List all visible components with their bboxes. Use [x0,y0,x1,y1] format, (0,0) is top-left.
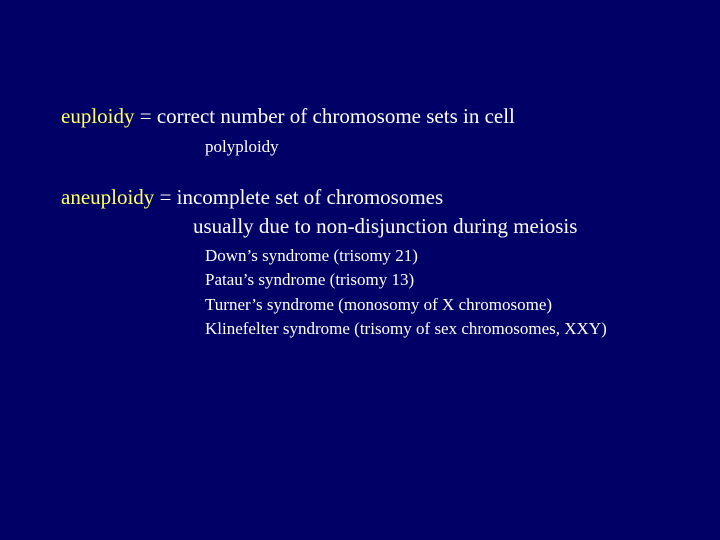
aneuploidy-definition [61,187,443,208]
aneuploidy-definition-line1: incomplete set of chromosomes [176,185,444,209]
polyploidy-subitem: polyploidy [205,137,279,156]
aneuploidy-equals: = [154,185,177,209]
aneuploidy-term: aneuploidy [61,185,155,209]
example-klinefelter-syndrome: Klinefelter syndrome (trisomy of sex chromosomes, XXY) [205,319,607,338]
example-turner-syndrome: Turner’s syndrome (monosomy of X chromosome) [205,295,553,314]
example-down-syndrome: Down’s syndrome (trisomy 21) [205,246,418,265]
example-patau-syndrome: Patau’s syndrome (trisomy 13) [205,270,415,289]
aneuploidy-definition-line2: usually due to non-disjunction during meiosis [193,214,578,238]
euploidy-definition-text: correct number of chromosome sets in cell [156,104,515,128]
euploidy-equals: = [134,104,157,128]
euploidy-term: euploidy [61,104,135,128]
euploidy-definition [61,106,515,127]
